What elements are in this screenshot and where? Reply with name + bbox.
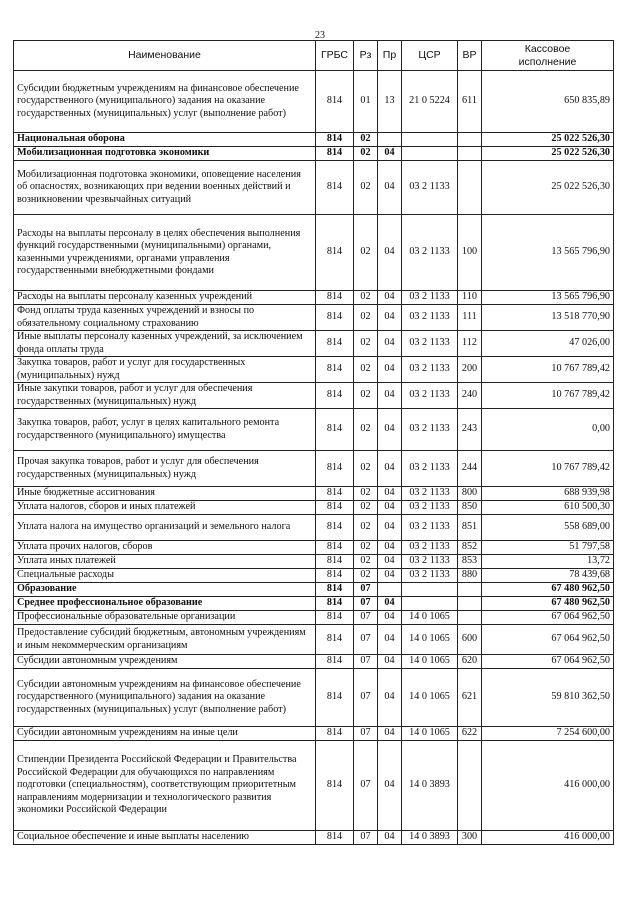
cell-rz: 02 <box>354 383 378 409</box>
table-row <box>14 291 614 305</box>
table-row <box>14 305 614 331</box>
cell-name: Прочая закупка товаров, работ и услуг для обеспечения государственных (муниципальных) нужд <box>14 451 316 487</box>
table-row <box>14 501 614 515</box>
table-row <box>14 515 614 541</box>
cell-pr: 04 <box>378 147 402 161</box>
cell-csr: 03 2 1133 <box>402 569 458 583</box>
cell-vr: 244 <box>458 451 482 487</box>
cell-grbs: 814 <box>316 291 354 305</box>
cell-vr: 621 <box>458 669 482 727</box>
table-row <box>14 669 614 727</box>
cell-csr: 03 2 1133 <box>402 331 458 357</box>
cell-pr: 04 <box>378 625 402 655</box>
cell-pr: 04 <box>378 569 402 583</box>
cell-csr <box>402 583 458 597</box>
cell-pr: 13 <box>378 71 402 133</box>
cell-pr: 04 <box>378 515 402 541</box>
cell-csr: 14 0 1065 <box>402 669 458 727</box>
table-row <box>14 727 614 741</box>
table-row <box>14 831 614 845</box>
cell-amount: 67 480 962,50 <box>482 597 614 611</box>
cell-name: Мобилизационная подготовка экономики, оповещение населения об опасностях, возникающих при ведении военных действий и возникновении чрезвычайных ситуаций <box>14 161 316 215</box>
cell-amount: 7 254 600,00 <box>482 727 614 741</box>
table-row <box>14 625 614 655</box>
cell-name: Предоставление субсидий бюджетным, автономным учреждениям и иным некоммерческим организациям <box>14 625 316 655</box>
cell-rz: 02 <box>354 331 378 357</box>
cell-name: Фонд оплаты труда казенных учреждений и взносы по обязательному социальному страхованию <box>14 305 316 331</box>
cell-pr: 04 <box>378 215 402 291</box>
table-row <box>14 383 614 409</box>
cell-grbs: 814 <box>316 541 354 555</box>
header-rz: Рз <box>354 41 378 71</box>
cell-amount: 558 689,00 <box>482 515 614 541</box>
cell-amount: 416 000,00 <box>482 831 614 845</box>
cell-csr: 03 2 1133 <box>402 487 458 501</box>
cell-vr: 853 <box>458 555 482 569</box>
cell-name: Среднее профессиональное образование <box>14 597 316 611</box>
cell-vr: 611 <box>458 71 482 133</box>
cell-csr: 03 2 1133 <box>402 305 458 331</box>
table-row <box>14 487 614 501</box>
cell-name: Субсидии автономным учреждениям на финансовое обеспечение государственного (муниципального) задания на оказание государственных (муниципальных) услуг (выполнение работ) <box>14 669 316 727</box>
cell-pr: 04 <box>378 541 402 555</box>
cell-rz: 07 <box>354 625 378 655</box>
cell-grbs: 814 <box>316 655 354 669</box>
cell-amount: 67 064 962,50 <box>482 625 614 655</box>
cell-pr: 04 <box>378 161 402 215</box>
cell-rz: 07 <box>354 597 378 611</box>
cell-amount: 13 565 796,90 <box>482 291 614 305</box>
cell-amount: 25 022 526,30 <box>482 161 614 215</box>
cell-rz: 02 <box>354 133 378 147</box>
table-row <box>14 357 614 383</box>
cell-name: Профессиональные образовательные организации <box>14 611 316 625</box>
table-row <box>14 655 614 669</box>
table-row <box>14 569 614 583</box>
cell-pr: 04 <box>378 487 402 501</box>
cell-pr: 04 <box>378 305 402 331</box>
cell-csr: 03 2 1133 <box>402 451 458 487</box>
cell-csr: 03 2 1133 <box>402 357 458 383</box>
table-row <box>14 451 614 487</box>
cell-grbs: 814 <box>316 133 354 147</box>
cell-amount: 13 518 770,90 <box>482 305 614 331</box>
cell-pr: 04 <box>378 741 402 831</box>
cell-pr: 04 <box>378 831 402 845</box>
cell-grbs: 814 <box>316 305 354 331</box>
cell-amount: 13,72 <box>482 555 614 569</box>
cell-amount: 688 939,98 <box>482 487 614 501</box>
cell-vr: 243 <box>458 409 482 451</box>
cell-rz: 02 <box>354 305 378 331</box>
cell-pr: 04 <box>378 655 402 669</box>
cell-rz: 02 <box>354 451 378 487</box>
cell-rz: 02 <box>354 147 378 161</box>
cell-name: Закупка товаров, работ, услуг в целях капитального ремонта государственного (муниципального) имущества <box>14 409 316 451</box>
cell-vr <box>458 161 482 215</box>
cell-grbs: 814 <box>316 331 354 357</box>
header-name: Наименование <box>14 41 316 71</box>
table-header-row <box>14 41 614 71</box>
cell-rz: 02 <box>354 501 378 515</box>
cell-rz: 02 <box>354 515 378 541</box>
table-row <box>14 541 614 555</box>
cell-rz: 07 <box>354 583 378 597</box>
table-row <box>14 71 614 133</box>
cell-csr: 14 0 1065 <box>402 727 458 741</box>
header-csr: ЦСР <box>402 41 458 71</box>
cell-csr <box>402 133 458 147</box>
cell-csr: 14 0 3893 <box>402 741 458 831</box>
table-row <box>14 741 614 831</box>
cell-name: Субсидии бюджетным учреждениям на финансовое обеспечение государственного (муниципального) задания на оказание государственных (муниципальных) услуг (выполнение работ) <box>14 71 316 133</box>
header-amount-line2: исполнение <box>518 55 577 68</box>
cell-amount: 67 480 962,50 <box>482 583 614 597</box>
cell-name: Уплата налогов, сборов и иных платежей <box>14 501 316 515</box>
cell-pr: 04 <box>378 451 402 487</box>
cell-vr: 800 <box>458 487 482 501</box>
cell-vr: 880 <box>458 569 482 583</box>
cell-amount: 59 810 362,50 <box>482 669 614 727</box>
cell-vr <box>458 147 482 161</box>
cell-amount: 25 022 526,30 <box>482 147 614 161</box>
table-row <box>14 215 614 291</box>
cell-pr: 04 <box>378 611 402 625</box>
header-amount <box>482 41 614 71</box>
cell-amount: 47 026,00 <box>482 331 614 357</box>
cell-grbs: 814 <box>316 501 354 515</box>
cell-rz: 02 <box>354 215 378 291</box>
cell-grbs: 814 <box>316 831 354 845</box>
cell-amount: 67 064 962,50 <box>482 611 614 625</box>
cell-amount: 10 767 789,42 <box>482 451 614 487</box>
cell-name: Мобилизационная подготовка экономики <box>14 147 316 161</box>
cell-name: Уплата налога на имущество организаций и земельного налога <box>14 515 316 541</box>
cell-name: Образование <box>14 583 316 597</box>
cell-csr <box>402 597 458 611</box>
table-row <box>14 331 614 357</box>
cell-vr: 300 <box>458 831 482 845</box>
cell-grbs: 814 <box>316 161 354 215</box>
table-row <box>14 161 614 215</box>
cell-grbs: 814 <box>316 669 354 727</box>
cell-grbs: 814 <box>316 515 354 541</box>
cell-vr: 620 <box>458 655 482 669</box>
cell-csr: 21 0 5224 <box>402 71 458 133</box>
cell-rz: 02 <box>354 409 378 451</box>
cell-name: Уплата иных платежей <box>14 555 316 569</box>
cell-csr: 03 2 1133 <box>402 161 458 215</box>
cell-csr: 03 2 1133 <box>402 383 458 409</box>
cell-rz: 02 <box>354 541 378 555</box>
cell-grbs: 814 <box>316 451 354 487</box>
cell-name: Стипендии Президента Российской Федерации и Правительства Российской Федерации для обучающихся по направлениям подготовки (специальностям), соответствующим приоритетным направлениям модернизации и технологического развития экономики Российской Федерации <box>14 741 316 831</box>
cell-grbs: 814 <box>316 71 354 133</box>
table-row <box>14 133 614 147</box>
cell-csr: 03 2 1133 <box>402 515 458 541</box>
cell-csr: 03 2 1133 <box>402 215 458 291</box>
cell-grbs: 814 <box>316 357 354 383</box>
cell-rz: 07 <box>354 655 378 669</box>
cell-vr <box>458 583 482 597</box>
cell-amount: 67 064 962,50 <box>482 655 614 669</box>
cell-csr: 03 2 1133 <box>402 501 458 515</box>
cell-name: Иные бюджетные ассигнования <box>14 487 316 501</box>
cell-rz: 02 <box>354 555 378 569</box>
cell-grbs: 814 <box>316 583 354 597</box>
table-row <box>14 555 614 569</box>
cell-vr: 110 <box>458 291 482 305</box>
cell-rz: 02 <box>354 357 378 383</box>
cell-amount: 610 500,30 <box>482 501 614 515</box>
cell-vr <box>458 133 482 147</box>
cell-rz: 02 <box>354 291 378 305</box>
cell-amount: 0,00 <box>482 409 614 451</box>
header-grbs: ГРБС <box>316 41 354 71</box>
cell-amount: 10 767 789,42 <box>482 383 614 409</box>
table-row <box>14 583 614 597</box>
cell-pr: 04 <box>378 291 402 305</box>
cell-name: Расходы на выплаты персоналу казенных учреждений <box>14 291 316 305</box>
cell-name: Уплата прочих налогов, сборов <box>14 541 316 555</box>
cell-name: Специальные расходы <box>14 569 316 583</box>
cell-rz: 02 <box>354 161 378 215</box>
cell-pr: 04 <box>378 409 402 451</box>
cell-name: Субсидии автономным учреждениям на иные цели <box>14 727 316 741</box>
cell-vr <box>458 611 482 625</box>
cell-rz: 02 <box>354 487 378 501</box>
cell-pr <box>378 133 402 147</box>
cell-name: Субсидии автономным учреждениям <box>14 655 316 669</box>
cell-rz: 07 <box>354 741 378 831</box>
cell-grbs: 814 <box>316 487 354 501</box>
cell-pr: 04 <box>378 555 402 569</box>
cell-grbs: 814 <box>316 147 354 161</box>
cell-vr: 100 <box>458 215 482 291</box>
cell-pr: 04 <box>378 383 402 409</box>
cell-grbs: 814 <box>316 409 354 451</box>
cell-pr: 04 <box>378 357 402 383</box>
cell-pr: 04 <box>378 669 402 727</box>
cell-rz: 07 <box>354 831 378 845</box>
cell-grbs: 814 <box>316 597 354 611</box>
cell-grbs: 814 <box>316 383 354 409</box>
cell-grbs: 814 <box>316 727 354 741</box>
cell-vr: 112 <box>458 331 482 357</box>
cell-name: Национальная оборона <box>14 133 316 147</box>
cell-grbs: 814 <box>316 215 354 291</box>
cell-vr: 600 <box>458 625 482 655</box>
cell-pr: 04 <box>378 597 402 611</box>
budget-execution-table <box>13 40 614 845</box>
cell-rz: 02 <box>354 569 378 583</box>
table-row <box>14 611 614 625</box>
cell-amount: 416 000,00 <box>482 741 614 831</box>
cell-csr: 03 2 1133 <box>402 291 458 305</box>
cell-grbs: 814 <box>316 625 354 655</box>
cell-vr <box>458 597 482 611</box>
cell-vr <box>458 741 482 831</box>
table-row <box>14 147 614 161</box>
cell-name: Иные выплаты персоналу казенных учреждений, за исключением фонда оплаты труда <box>14 331 316 357</box>
cell-grbs: 814 <box>316 555 354 569</box>
cell-name: Закупка товаров, работ и услуг для государственных (муниципальных) нужд <box>14 357 316 383</box>
cell-pr: 04 <box>378 331 402 357</box>
cell-pr: 04 <box>378 501 402 515</box>
cell-rz: 07 <box>354 669 378 727</box>
cell-csr: 14 0 1065 <box>402 611 458 625</box>
cell-vr: 240 <box>458 383 482 409</box>
cell-grbs: 814 <box>316 611 354 625</box>
table-row <box>14 409 614 451</box>
cell-vr: 851 <box>458 515 482 541</box>
cell-amount: 650 835,89 <box>482 71 614 133</box>
cell-csr <box>402 147 458 161</box>
cell-vr: 111 <box>458 305 482 331</box>
cell-vr: 852 <box>458 541 482 555</box>
page-number: 23 <box>315 30 325 41</box>
cell-name: Расходы на выплаты персоналу в целях обеспечения выполнения функций государственными (муниципальными) органами, казенными учреждениями, органами управления государственными внебюджетными фондами <box>14 215 316 291</box>
cell-rz: 01 <box>354 71 378 133</box>
table-row <box>14 597 614 611</box>
cell-grbs: 814 <box>316 569 354 583</box>
cell-name: Иные закупки товаров, работ и услуг для обеспечения государственных (муниципальных) нужд <box>14 383 316 409</box>
cell-csr: 03 2 1133 <box>402 409 458 451</box>
cell-grbs: 814 <box>316 741 354 831</box>
cell-csr: 03 2 1133 <box>402 555 458 569</box>
cell-vr: 850 <box>458 501 482 515</box>
cell-amount: 10 767 789,42 <box>482 357 614 383</box>
cell-rz: 07 <box>354 727 378 741</box>
header-amount-line1: Кассовое <box>524 43 571 55</box>
cell-vr: 200 <box>458 357 482 383</box>
cell-csr: 14 0 1065 <box>402 625 458 655</box>
cell-name: Социальное обеспечение и иные выплаты населению <box>14 831 316 845</box>
cell-pr <box>378 583 402 597</box>
cell-csr: 14 0 1065 <box>402 655 458 669</box>
cell-amount: 78 439,68 <box>482 569 614 583</box>
cell-vr: 622 <box>458 727 482 741</box>
header-pr: Пр <box>378 41 402 71</box>
cell-csr: 14 0 3893 <box>402 831 458 845</box>
cell-amount: 25 022 526,30 <box>482 133 614 147</box>
cell-amount: 51 797,58 <box>482 541 614 555</box>
header-vr: ВР <box>458 41 482 71</box>
cell-csr: 03 2 1133 <box>402 541 458 555</box>
cell-amount: 13 565 796,90 <box>482 215 614 291</box>
cell-rz: 07 <box>354 611 378 625</box>
cell-pr: 04 <box>378 727 402 741</box>
